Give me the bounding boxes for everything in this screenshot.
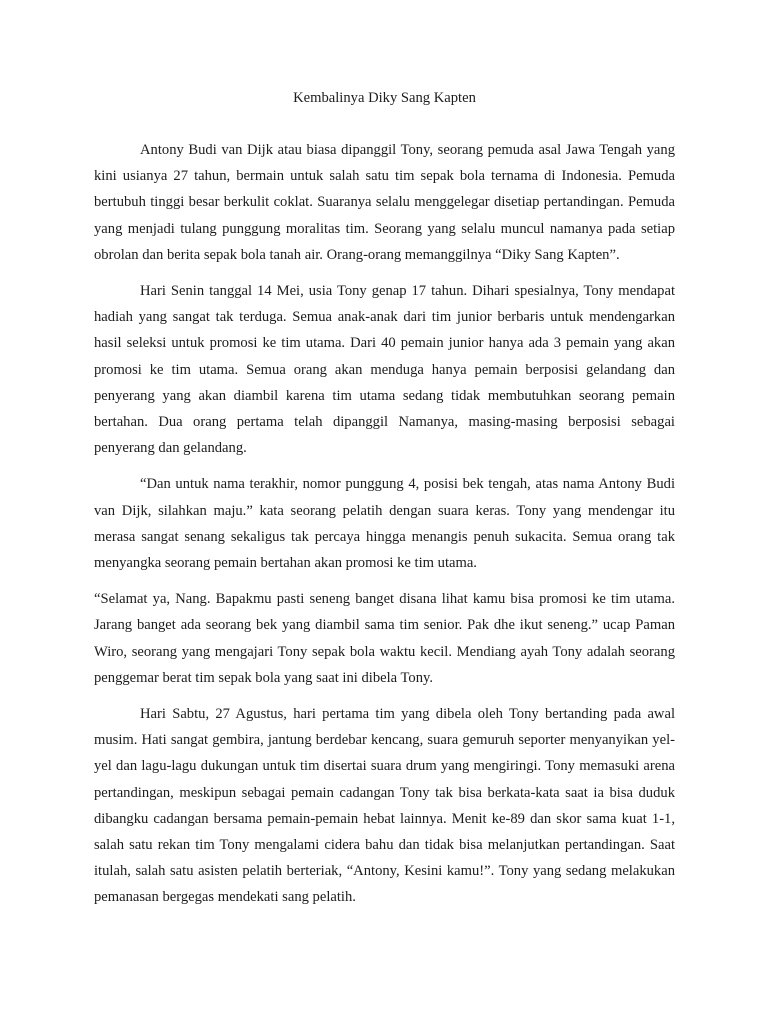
paragraph-1: Antony Budi van Dijk atau biasa dipanggil Tony, seorang pemuda asal Jawa Tengah yang kini usianya 27 tahun, bermain untuk salah satu tim sepak bola ternama di Indonesia. Pemuda bertubuh tinggi besar berkulit coklat. Suaranya selalu menggelegar disetiap pertandingan. Pemuda yang menjadi tulang punggung moralitas tim. Seorang yang selalu muncul namanya pada setiap obrolan dan berita sepak bola tanah air. Orang-orang memanggilnya “Diky Sang Kapten”. (94, 142, 675, 263)
paragraph-5: Hari Sabtu, 27 Agustus, hari pertama tim yang dibela oleh Tony bertanding pada awal musim. Hati sangat gembira, jantung berdebar kencang, suara gemuruh seporter menyanyikan yel-yel dan lagu-lagu dukungan untuk tim disertai suara drum yang mengiringi. Tony memasuki arena pertandingan, meskipun sebagai pemain cadangan Tony tak bisa berkata-kata saat ia bisa duduk dibangku cadangan bersama pemain-pemain hebat lainnya. Menit ke-89 dan skor sama kuat 1-1, salah satu rekan tim Tony mengalami cidera bahu dan tidak bisa melanjutkan pertandingan. Saat itulah, salah satu asisten pelatih berteriak, “Antony, Kesini kamu!”. Tony yang sedang melakukan pemanasan bergegas mendekati sang pelatih. (94, 706, 675, 906)
paragraph-4: “Selamat ya, Nang. Bapakmu pasti seneng banget disana lihat kamu bisa promosi ke tim utama. Jarang banget ada seorang bek yang diambil sama tim senior. Pak dhe ikut seneng.” ucap Paman Wiro, seorang yang mengajari Tony sepak bola waktu kecil. Mendiang ayah Tony adalah seorang penggemar berat tim sepak bola yang saat ini dibela Tony. (94, 591, 675, 686)
paragraph-2: Hari Senin tanggal 14 Mei, usia Tony genap 17 tahun. Dihari spesialnya, Tony mendapat hadiah yang sangat tak terduga. Semua anak-anak dari tim junior berbaris untuk mendengarkan hasil seleksi untuk promosi ke tim utama. Dari 40 pemain junior hanya ada 3 pemain yang akan promosi ke tim utama. Semua orang akan menduga hanya pemain berposisi gelandang dan penyerang yang akan diambil karena tim utama sedang tidak membutuhkan seorang pemain bertahan. Dua orang pertama telah dipanggil Namanya, masing-masing berposisi sebagai penyerang dan gelandang. (94, 283, 675, 457)
document-body (94, 86, 675, 921)
document-title: Kembalinya Diky Sang Kapten (293, 90, 476, 106)
paragraph-3: “Dan untuk nama terakhir, nomor punggung 4, posisi bek tengah, atas nama Antony Budi van Dijk, silahkan maju.” kata seorang pelatih dengan suara keras. Tony yang mendengar itu merasa sangat senang sekaligus tak percaya hingga menangis penuh sukacita. Semua orang tak menyangka seorang pemain bertahan akan promosi ke tim utama. (94, 476, 675, 572)
